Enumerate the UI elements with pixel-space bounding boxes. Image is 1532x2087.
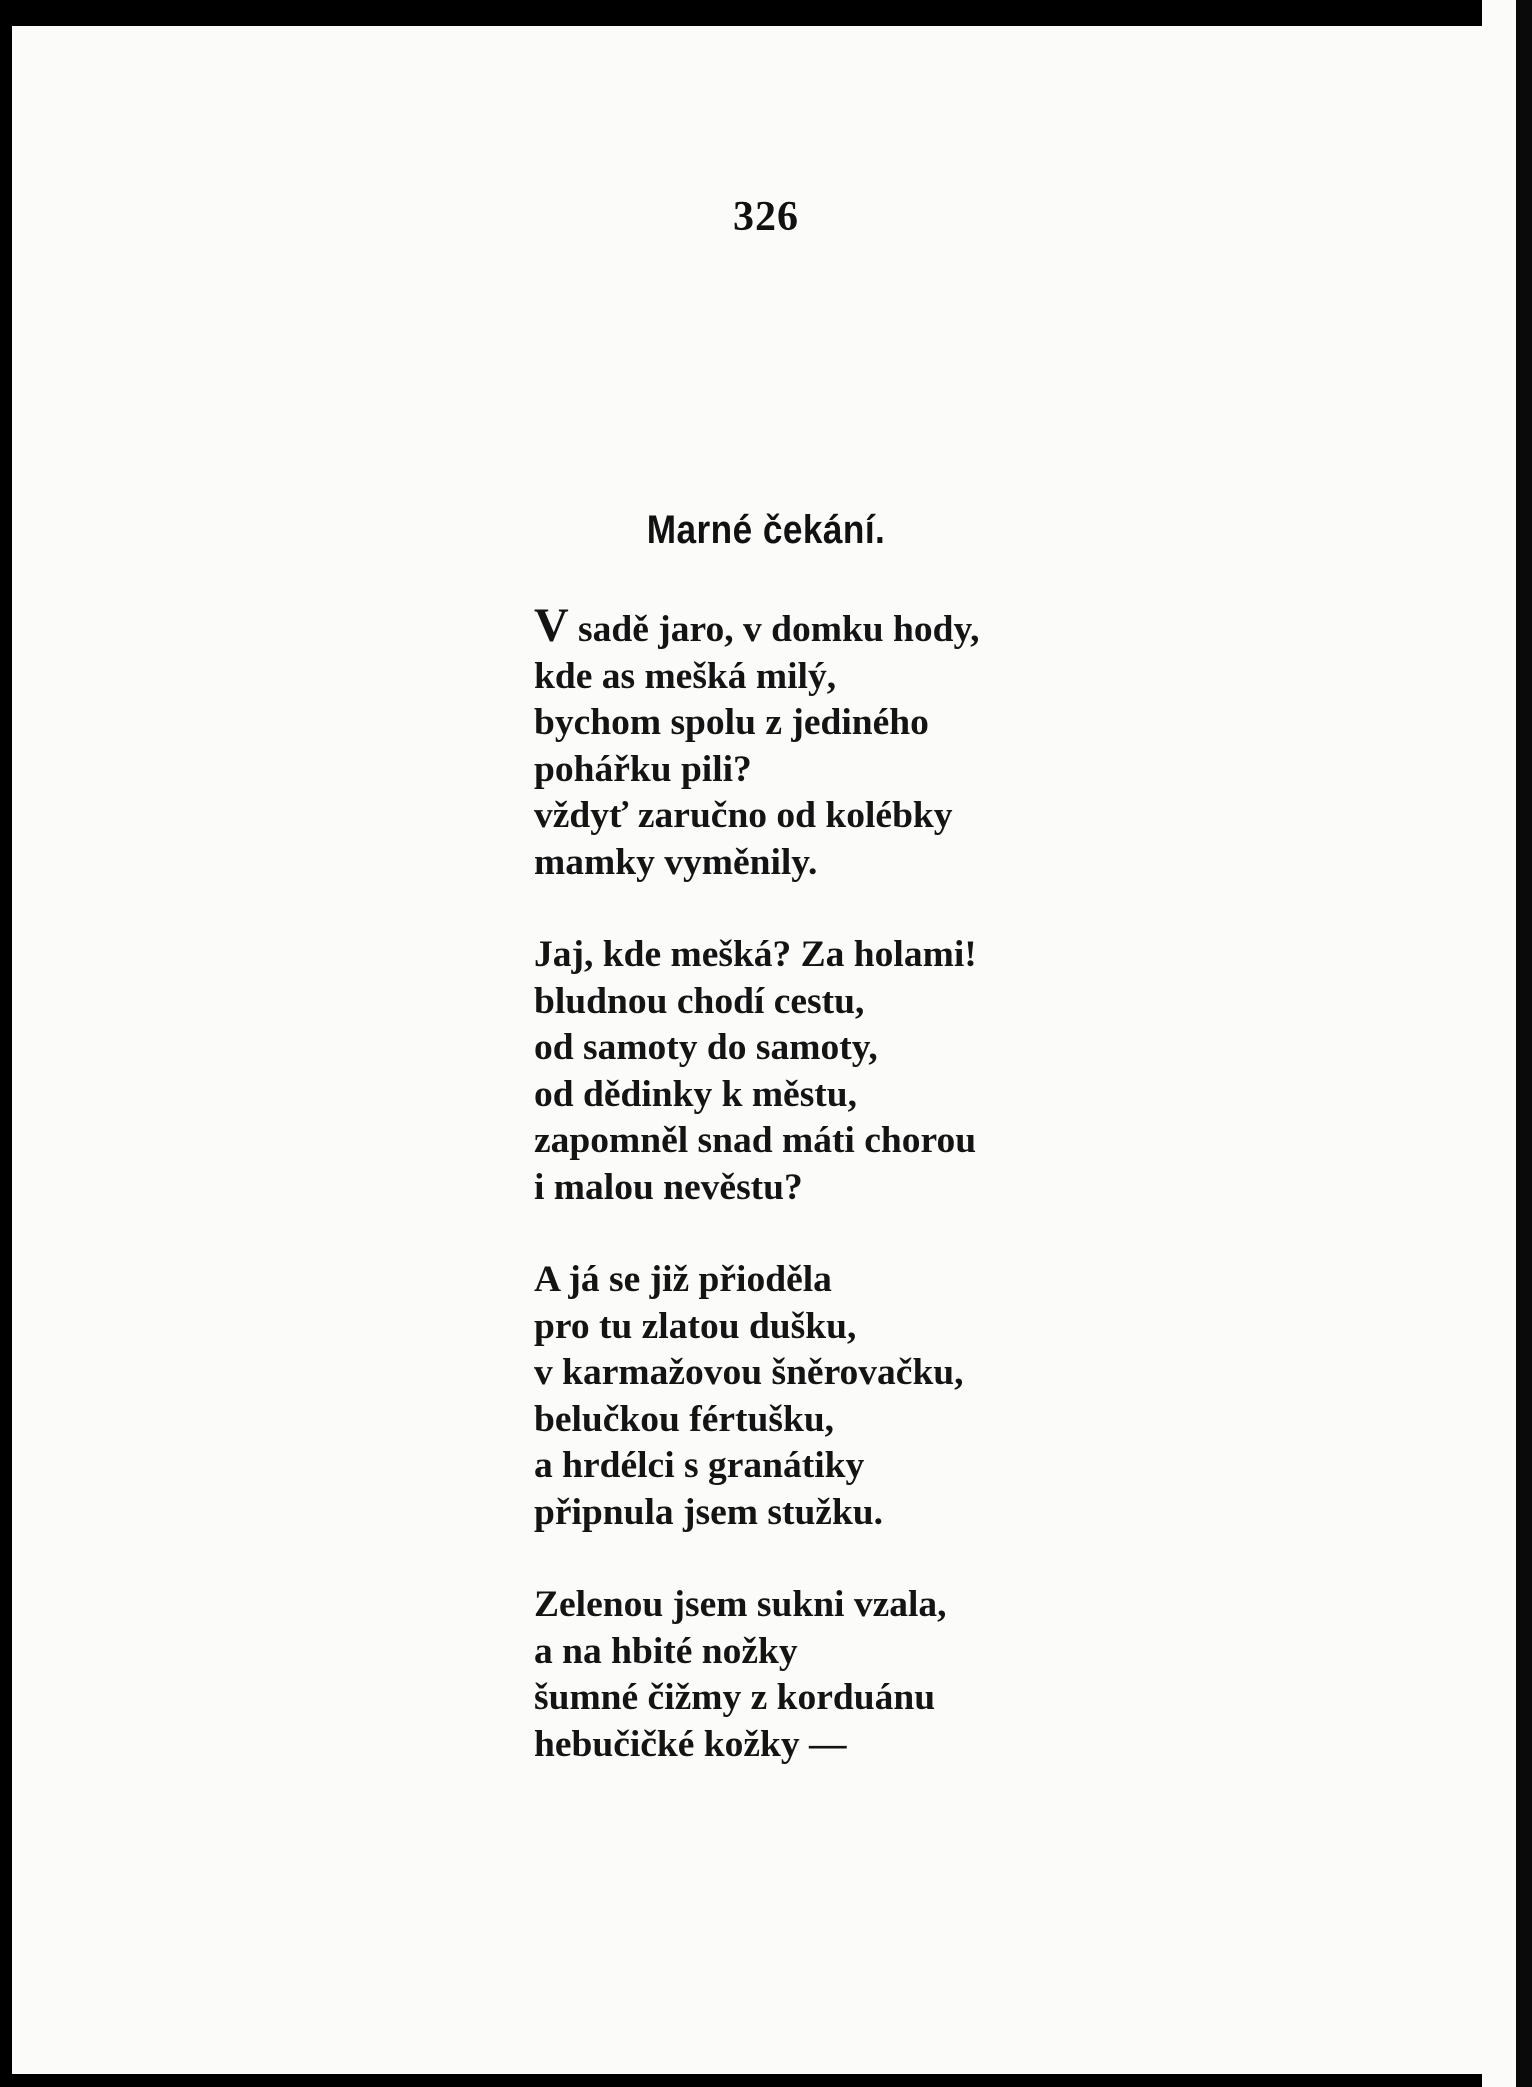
poem-body — [534, 599, 1094, 1814]
scan-border — [1516, 0, 1532, 2087]
poem-line: a na hbité nožky — [534, 1630, 798, 1672]
stanza-3 — [534, 1257, 1094, 1536]
poem-line: vždyť zaručno od kolébky — [534, 795, 953, 836]
poem-line: kde as mešká milý, — [534, 655, 837, 697]
poem-line: pohářku pili? — [534, 748, 752, 790]
poem-line: hebučičké kožky — — [534, 1723, 847, 1765]
stanza-1 — [534, 599, 1094, 886]
poem-line: bludnou chodí cestu, — [534, 980, 865, 1022]
poem-line: od samoty do samoty, — [534, 1027, 878, 1068]
poem-title: Marné čekání. — [646, 508, 886, 552]
poem-line: bychom spolu z jediného — [534, 702, 929, 743]
poem-line: připnula jsem stužku. — [534, 1491, 884, 1533]
poem-line: A já se již přioděla — [534, 1259, 832, 1300]
poem-line: V sadě jaro, v domku hody, — [534, 599, 980, 652]
page-edge — [1482, 0, 1516, 2087]
poem-line: od dědinky k městu, — [534, 1073, 858, 1115]
stanza-2 — [534, 932, 1094, 1211]
poem-line: Zelenou jsem sukni vzala, — [534, 1584, 947, 1625]
poem-line: šumné čižmy z korduánu — [534, 1677, 936, 1718]
poem-line: mamky vyměnily. — [534, 841, 818, 883]
poem-line: Jaj, kde mešká? Za holami! — [534, 934, 977, 975]
poem-line: belučkou fértušku, — [534, 1398, 835, 1440]
poem-line: v karmažovou šněrovačku, — [534, 1352, 964, 1393]
poem-line: i malou nevěstu? — [534, 1166, 803, 1208]
poem-line: zapomněl snad máti chorou — [534, 1120, 977, 1161]
poem-line: pro tu zlatou dušku, — [534, 1305, 857, 1347]
page-number: 326 — [733, 194, 799, 240]
poem-line: a hrdélci s granátiky — [534, 1445, 865, 1486]
stanza-4 — [534, 1582, 1094, 1768]
